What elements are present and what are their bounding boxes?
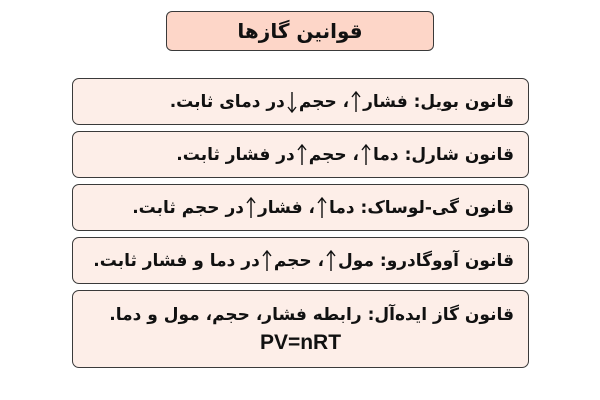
law-text: ، فشار <box>257 197 315 218</box>
law-text: ، حجم <box>273 250 325 271</box>
down-arrow-icon <box>286 91 298 113</box>
up-arrow-icon <box>350 91 362 113</box>
law-text: در دما و فشار ثابت. <box>93 250 260 271</box>
up-arrow-icon <box>296 144 308 166</box>
law-card-gay-lussac <box>72 184 529 231</box>
up-arrow-icon <box>261 250 273 272</box>
law-text: در حجم ثابت. <box>132 197 244 218</box>
ideal-gas-formula: PV=nRT <box>259 331 342 354</box>
law-card-charles <box>72 131 529 178</box>
law-text: قانون گی-لوساک: دما <box>328 197 514 218</box>
law-text: قانون شارل: دما <box>373 144 514 165</box>
up-arrow-icon <box>325 250 337 272</box>
law-text: در فشار ثابت. <box>176 144 295 165</box>
up-arrow-icon <box>316 197 328 219</box>
up-arrow-icon <box>360 144 372 166</box>
law-text: قانون آووگادرو: مول <box>338 250 514 271</box>
ideal-gas-text: قانون گاز ایده‌آل: رابطه فشار، حجم، مول و دما. <box>109 305 514 325</box>
law-text: ، حجم <box>308 144 360 165</box>
page-title: قوانین گازها <box>166 11 434 51</box>
law-text: ، حجم <box>298 91 350 112</box>
law-text: قانون بویل: فشار <box>363 91 514 112</box>
up-arrow-icon <box>245 197 257 219</box>
law-card-boyle <box>72 78 529 125</box>
law-card-avogadro <box>72 237 529 284</box>
law-text: در دمای ثابت. <box>169 91 285 112</box>
law-card-ideal-gas <box>72 290 529 368</box>
